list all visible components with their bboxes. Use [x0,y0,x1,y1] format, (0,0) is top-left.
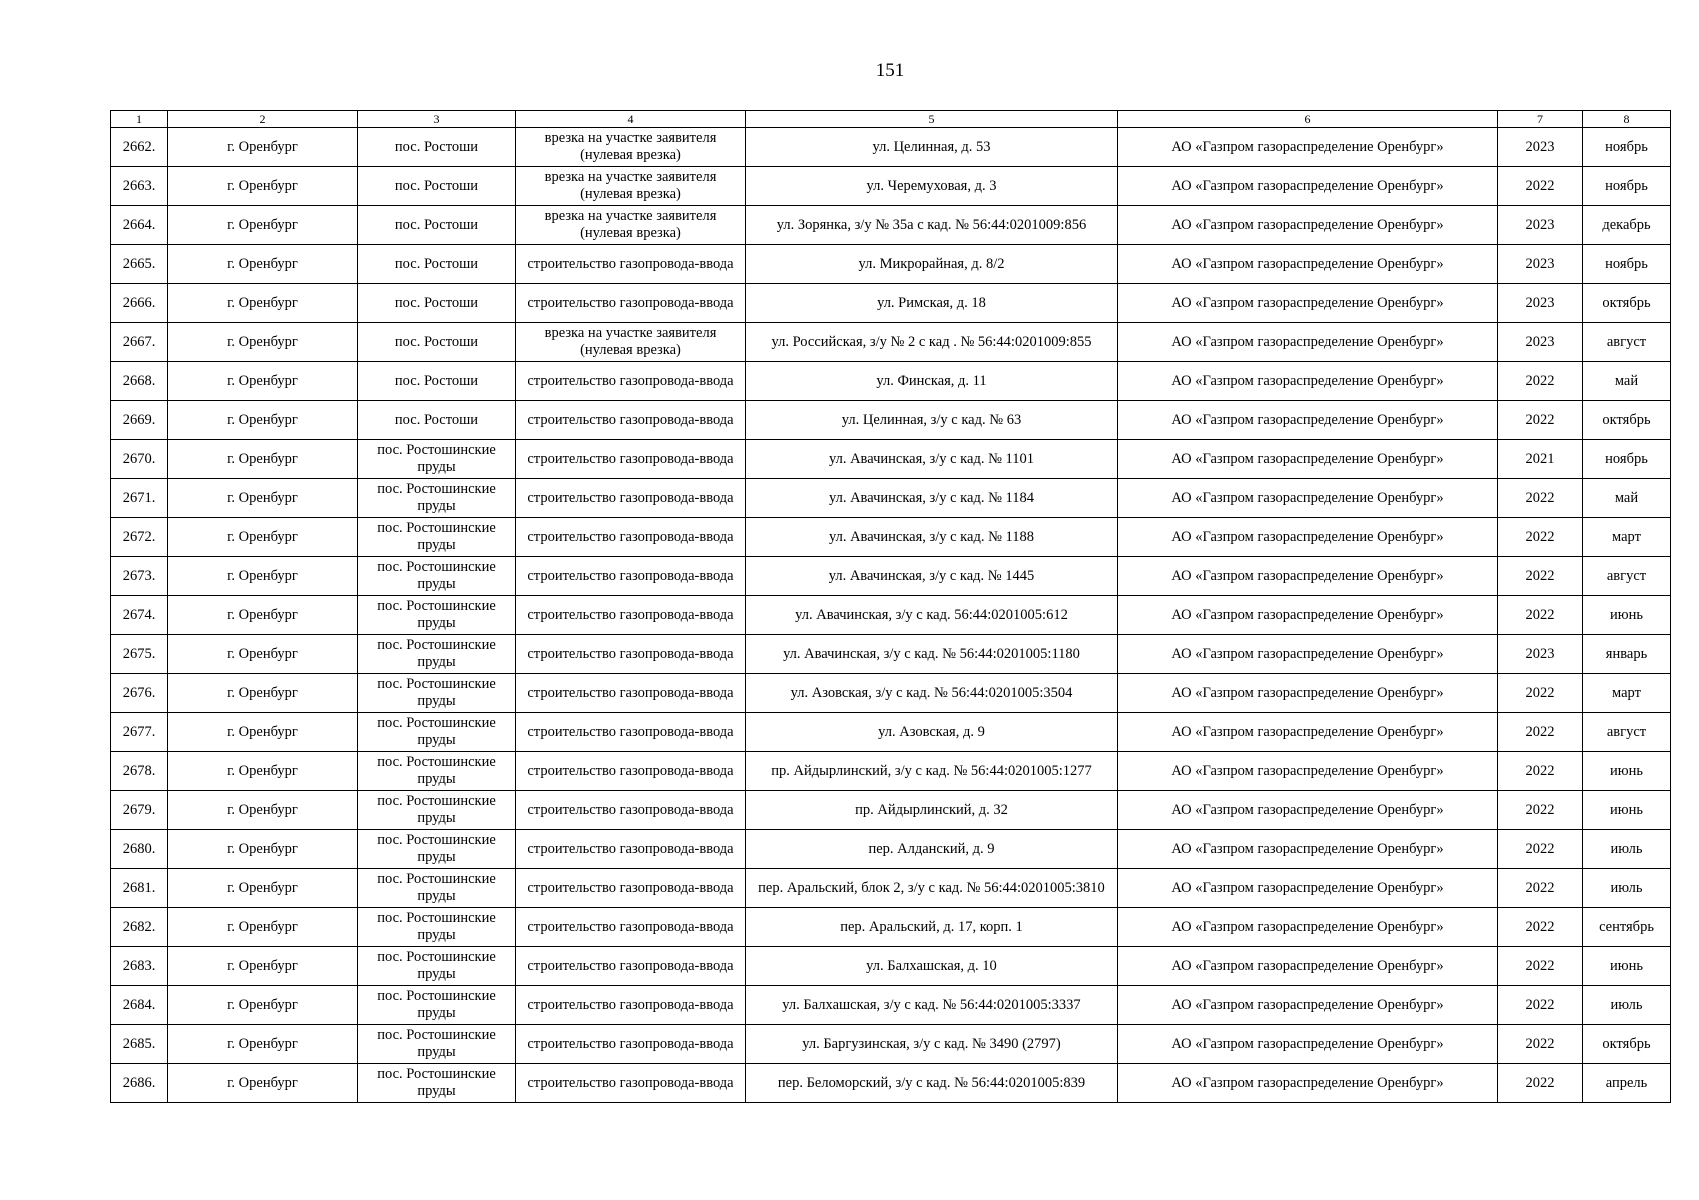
month-cell: ноябрь [1583,245,1671,284]
settlement-cell: пос. Ростоши [358,206,516,245]
organization-cell: АО «Газпром газораспределение Оренбург» [1118,1025,1498,1064]
settlement-cell: пос. Ростоши [358,284,516,323]
month-cell: октябрь [1583,1025,1671,1064]
settlement-cell: пос. Ростошинские пруды [358,986,516,1025]
month-cell: декабрь [1583,206,1671,245]
row-number: 2684. [111,986,168,1025]
work-type-cell: строительство газопровода-ввода [516,635,746,674]
month-cell: январь [1583,635,1671,674]
address-cell: ул. Зорянка, з/у № 35а с кад. № 56:44:0201009:856 [746,206,1118,245]
work-type-cell: строительство газопровода-ввода [516,401,746,440]
work-type-cell: строительство газопровода-ввода [516,947,746,986]
organization-cell: АО «Газпром газораспределение Оренбург» [1118,830,1498,869]
year-cell: 2022 [1498,869,1583,908]
work-type-cell: строительство газопровода-ввода [516,752,746,791]
city-cell: г. Оренбург [168,128,358,167]
organization-cell: АО «Газпром газораспределение Оренбург» [1118,206,1498,245]
settlement-cell: пос. Ростошинские пруды [358,557,516,596]
organization-cell: АО «Газпром газораспределение Оренбург» [1118,869,1498,908]
city-cell: г. Оренбург [168,869,358,908]
year-cell: 2022 [1498,479,1583,518]
year-cell: 2023 [1498,635,1583,674]
organization-cell: АО «Газпром газораспределение Оренбург» [1118,323,1498,362]
row-number: 2677. [111,713,168,752]
city-cell: г. Оренбург [168,830,358,869]
work-type-cell: врезка на участке заявителя (нулевая врезка) [516,323,746,362]
table-row [111,167,1671,206]
work-type-cell: врезка на участке заявителя (нулевая врезка) [516,167,746,206]
settlement-cell: пос. Ростоши [358,245,516,284]
city-cell: г. Оренбург [168,1064,358,1103]
month-cell: июль [1583,986,1671,1025]
year-cell: 2023 [1498,323,1583,362]
address-cell: ул. Балхашская, з/у с кад. № 56:44:0201005:3337 [746,986,1118,1025]
settlement-cell: пос. Ростошинские пруды [358,440,516,479]
settlement-cell: пос. Ростошинские пруды [358,869,516,908]
address-cell: ул. Авачинская, з/у с кад. № 1188 [746,518,1118,557]
col-header-4: 4 [516,111,746,128]
organization-cell: АО «Газпром газораспределение Оренбург» [1118,128,1498,167]
year-cell: 2022 [1498,167,1583,206]
row-number: 2673. [111,557,168,596]
year-cell: 2022 [1498,518,1583,557]
work-type-cell: врезка на участке заявителя (нулевая врезка) [516,128,746,167]
city-cell: г. Оренбург [168,362,358,401]
year-cell: 2023 [1498,284,1583,323]
work-type-cell: строительство газопровода-ввода [516,557,746,596]
city-cell: г. Оренбург [168,323,358,362]
table-row [111,284,1671,323]
address-cell: ул. Российская, з/у № 2 с кад . № 56:44:0201009:855 [746,323,1118,362]
organization-cell: АО «Газпром газораспределение Оренбург» [1118,752,1498,791]
work-type-cell: строительство газопровода-ввода [516,713,746,752]
col-header-5: 5 [746,111,1118,128]
table-row [111,596,1671,635]
year-cell: 2022 [1498,596,1583,635]
address-cell: ул. Черемуховая, д. 3 [746,167,1118,206]
table-body [111,128,1671,1103]
settlement-cell: пос. Ростошинские пруды [358,752,516,791]
table-row [111,986,1671,1025]
city-cell: г. Оренбург [168,674,358,713]
col-header-2: 2 [168,111,358,128]
year-cell: 2022 [1498,1064,1583,1103]
year-cell: 2022 [1498,791,1583,830]
organization-cell: АО «Газпром газораспределение Оренбург» [1118,908,1498,947]
table-row [111,479,1671,518]
settlement-cell: пос. Ростошинские пруды [358,1025,516,1064]
address-cell: ул. Баргузинская, з/у с кад. № 3490 (2797) [746,1025,1118,1064]
organization-cell: АО «Газпром газораспределение Оренбург» [1118,518,1498,557]
city-cell: г. Оренбург [168,479,358,518]
city-cell: г. Оренбург [168,908,358,947]
city-cell: г. Оренбург [168,206,358,245]
city-cell: г. Оренбург [168,440,358,479]
city-cell: г. Оренбург [168,713,358,752]
row-number: 2681. [111,869,168,908]
city-cell: г. Оренбург [168,167,358,206]
year-cell: 2021 [1498,440,1583,479]
work-type-cell: строительство газопровода-ввода [516,518,746,557]
city-cell: г. Оренбург [168,791,358,830]
table-row [111,752,1671,791]
organization-cell: АО «Газпром газораспределение Оренбург» [1118,440,1498,479]
row-number: 2675. [111,635,168,674]
settlement-cell: пос. Ростоши [358,401,516,440]
table-row [111,518,1671,557]
row-number: 2666. [111,284,168,323]
row-number: 2685. [111,1025,168,1064]
table-row [111,947,1671,986]
settlement-cell: пос. Ростошинские пруды [358,830,516,869]
year-cell: 2023 [1498,245,1583,284]
year-cell: 2022 [1498,752,1583,791]
work-type-cell: строительство газопровода-ввода [516,674,746,713]
work-type-cell: строительство газопровода-ввода [516,830,746,869]
organization-cell: АО «Газпром газораспределение Оренбург» [1118,479,1498,518]
row-number: 2678. [111,752,168,791]
settlement-cell: пос. Ростоши [358,362,516,401]
organization-cell: АО «Газпром газораспределение Оренбург» [1118,284,1498,323]
table-row [111,674,1671,713]
work-type-cell: строительство газопровода-ввода [516,440,746,479]
address-cell: ул. Балхашская, д. 10 [746,947,1118,986]
row-number: 2680. [111,830,168,869]
organization-cell: АО «Газпром газораспределение Оренбург» [1118,947,1498,986]
settlement-cell: пос. Ростоши [358,323,516,362]
city-cell: г. Оренбург [168,947,358,986]
city-cell: г. Оренбург [168,635,358,674]
address-cell: ул. Авачинская, з/у с кад. № 56:44:0201005:1180 [746,635,1118,674]
work-type-cell: врезка на участке заявителя (нулевая врезка) [516,206,746,245]
table-row [111,128,1671,167]
table-row [111,1025,1671,1064]
year-cell: 2023 [1498,206,1583,245]
settlement-cell: пос. Ростошинские пруды [358,635,516,674]
row-number: 2665. [111,245,168,284]
city-cell: г. Оренбург [168,1025,358,1064]
settlement-cell: пос. Ростошинские пруды [358,596,516,635]
month-cell: ноябрь [1583,440,1671,479]
work-type-cell: строительство газопровода-ввода [516,479,746,518]
year-cell: 2022 [1498,557,1583,596]
year-cell: 2022 [1498,947,1583,986]
city-cell: г. Оренбург [168,401,358,440]
organization-cell: АО «Газпром газораспределение Оренбург» [1118,1064,1498,1103]
organization-cell: АО «Газпром газораспределение Оренбург» [1118,245,1498,284]
row-number: 2668. [111,362,168,401]
address-cell: ул. Авачинская, з/у с кад. № 1101 [746,440,1118,479]
settlement-cell: пос. Ростошинские пруды [358,479,516,518]
address-cell: пр. Айдырлинский, д. 32 [746,791,1118,830]
month-cell: август [1583,713,1671,752]
address-cell: ул. Авачинская, з/у с кад. 56:44:0201005:612 [746,596,1118,635]
organization-cell: АО «Газпром газораспределение Оренбург» [1118,596,1498,635]
work-type-cell: строительство газопровода-ввода [516,869,746,908]
col-header-1: 1 [111,111,168,128]
month-cell: июнь [1583,791,1671,830]
organization-cell: АО «Газпром газораспределение Оренбург» [1118,791,1498,830]
organization-cell: АО «Газпром газораспределение Оренбург» [1118,401,1498,440]
address-cell: пер. Алданский, д. 9 [746,830,1118,869]
work-type-cell: строительство газопровода-ввода [516,986,746,1025]
address-cell: ул. Авачинская, з/у с кад. № 1445 [746,557,1118,596]
table-row [111,869,1671,908]
city-cell: г. Оренбург [168,986,358,1025]
month-cell: октябрь [1583,401,1671,440]
organization-cell: АО «Газпром газораспределение Оренбург» [1118,635,1498,674]
row-number: 2686. [111,1064,168,1103]
month-cell: май [1583,479,1671,518]
month-cell: июнь [1583,947,1671,986]
row-number: 2662. [111,128,168,167]
row-number: 2674. [111,596,168,635]
address-cell: ул. Римская, д. 18 [746,284,1118,323]
organization-cell: АО «Газпром газораспределение Оренбург» [1118,713,1498,752]
table-row [111,206,1671,245]
year-cell: 2022 [1498,401,1583,440]
year-cell: 2022 [1498,1025,1583,1064]
settlement-cell: пос. Ростоши [358,128,516,167]
col-header-6: 6 [1118,111,1498,128]
organization-cell: АО «Газпром газораспределение Оренбург» [1118,362,1498,401]
year-cell: 2023 [1498,128,1583,167]
organization-cell: АО «Газпром газораспределение Оренбург» [1118,674,1498,713]
month-cell: ноябрь [1583,128,1671,167]
row-number: 2663. [111,167,168,206]
table-row [111,440,1671,479]
table-row [111,401,1671,440]
work-type-cell: строительство газопровода-ввода [516,908,746,947]
organization-cell: АО «Газпром газораспределение Оренбург» [1118,557,1498,596]
table-row [111,791,1671,830]
city-cell: г. Оренбург [168,557,358,596]
month-cell: август [1583,557,1671,596]
month-cell: март [1583,674,1671,713]
page-number: 151 [875,60,905,81]
year-cell: 2022 [1498,986,1583,1025]
settlement-cell: пос. Ростошинские пруды [358,1064,516,1103]
month-cell: июль [1583,830,1671,869]
work-type-cell: строительство газопровода-ввода [516,1025,746,1064]
work-type-cell: строительство газопровода-ввода [516,791,746,830]
address-cell: ул. Целинная, д. 53 [746,128,1118,167]
table-row [111,830,1671,869]
month-cell: сентябрь [1583,908,1671,947]
table-row [111,713,1671,752]
table-row [111,1064,1671,1103]
address-cell: ул. Азовская, з/у с кад. № 56:44:0201005:3504 [746,674,1118,713]
year-cell: 2022 [1498,908,1583,947]
month-cell: март [1583,518,1671,557]
table-row [111,245,1671,284]
row-number: 2669. [111,401,168,440]
table-row [111,557,1671,596]
address-cell: ул. Финская, д. 11 [746,362,1118,401]
year-cell: 2022 [1498,830,1583,869]
settlement-cell: пос. Ростошинские пруды [358,908,516,947]
address-cell: пер. Аральский, блок 2, з/у с кад. № 56:44:0201005:3810 [746,869,1118,908]
settlement-cell: пос. Ростошинские пруды [358,791,516,830]
month-cell: июнь [1583,596,1671,635]
organization-cell: АО «Газпром газораспределение Оренбург» [1118,167,1498,206]
city-cell: г. Оренбург [168,245,358,284]
row-number: 2679. [111,791,168,830]
settlement-cell: пос. Ростошинские пруды [358,518,516,557]
month-cell: апрель [1583,1064,1671,1103]
work-type-cell: строительство газопровода-ввода [516,245,746,284]
work-type-cell: строительство газопровода-ввода [516,362,746,401]
city-cell: г. Оренбург [168,518,358,557]
table-row [111,323,1671,362]
table-row [111,362,1671,401]
address-cell: ул. Авачинская, з/у с кад. № 1184 [746,479,1118,518]
address-cell: ул. Целинная, з/у с кад. № 63 [746,401,1118,440]
month-cell: июль [1583,869,1671,908]
row-number: 2682. [111,908,168,947]
city-cell: г. Оренбург [168,284,358,323]
address-cell: ул. Микрорайная, д. 8/2 [746,245,1118,284]
col-header-8: 8 [1583,111,1671,128]
row-number: 2676. [111,674,168,713]
month-cell: октябрь [1583,284,1671,323]
month-cell: ноябрь [1583,167,1671,206]
col-header-3: 3 [358,111,516,128]
settlement-cell: пос. Ростошинские пруды [358,674,516,713]
row-number: 2670. [111,440,168,479]
city-cell: г. Оренбург [168,752,358,791]
year-cell: 2022 [1498,362,1583,401]
year-cell: 2022 [1498,674,1583,713]
row-number: 2672. [111,518,168,557]
work-type-cell: строительство газопровода-ввода [516,284,746,323]
year-cell: 2022 [1498,713,1583,752]
row-number: 2671. [111,479,168,518]
month-cell: август [1583,323,1671,362]
address-cell: пр. Айдырлинский, з/у с кад. № 56:44:0201005:1277 [746,752,1118,791]
column-number-row [111,111,1671,128]
settlement-cell: пос. Ростошинские пруды [358,713,516,752]
work-type-cell: строительство газопровода-ввода [516,596,746,635]
month-cell: май [1583,362,1671,401]
address-cell: пер. Беломорский, з/у с кад. № 56:44:0201005:839 [746,1064,1118,1103]
month-cell: июнь [1583,752,1671,791]
organization-cell: АО «Газпром газораспределение Оренбург» [1118,986,1498,1025]
address-cell: пер. Аральский, д. 17, корп. 1 [746,908,1118,947]
gasification-table [110,110,1671,1103]
col-header-7: 7 [1498,111,1583,128]
row-number: 2664. [111,206,168,245]
row-number: 2683. [111,947,168,986]
settlement-cell: пос. Ростошинские пруды [358,947,516,986]
settlement-cell: пос. Ростоши [358,167,516,206]
work-type-cell: строительство газопровода-ввода [516,1064,746,1103]
table-row [111,908,1671,947]
row-number: 2667. [111,323,168,362]
table-row [111,635,1671,674]
address-cell: ул. Азовская, д. 9 [746,713,1118,752]
city-cell: г. Оренбург [168,596,358,635]
